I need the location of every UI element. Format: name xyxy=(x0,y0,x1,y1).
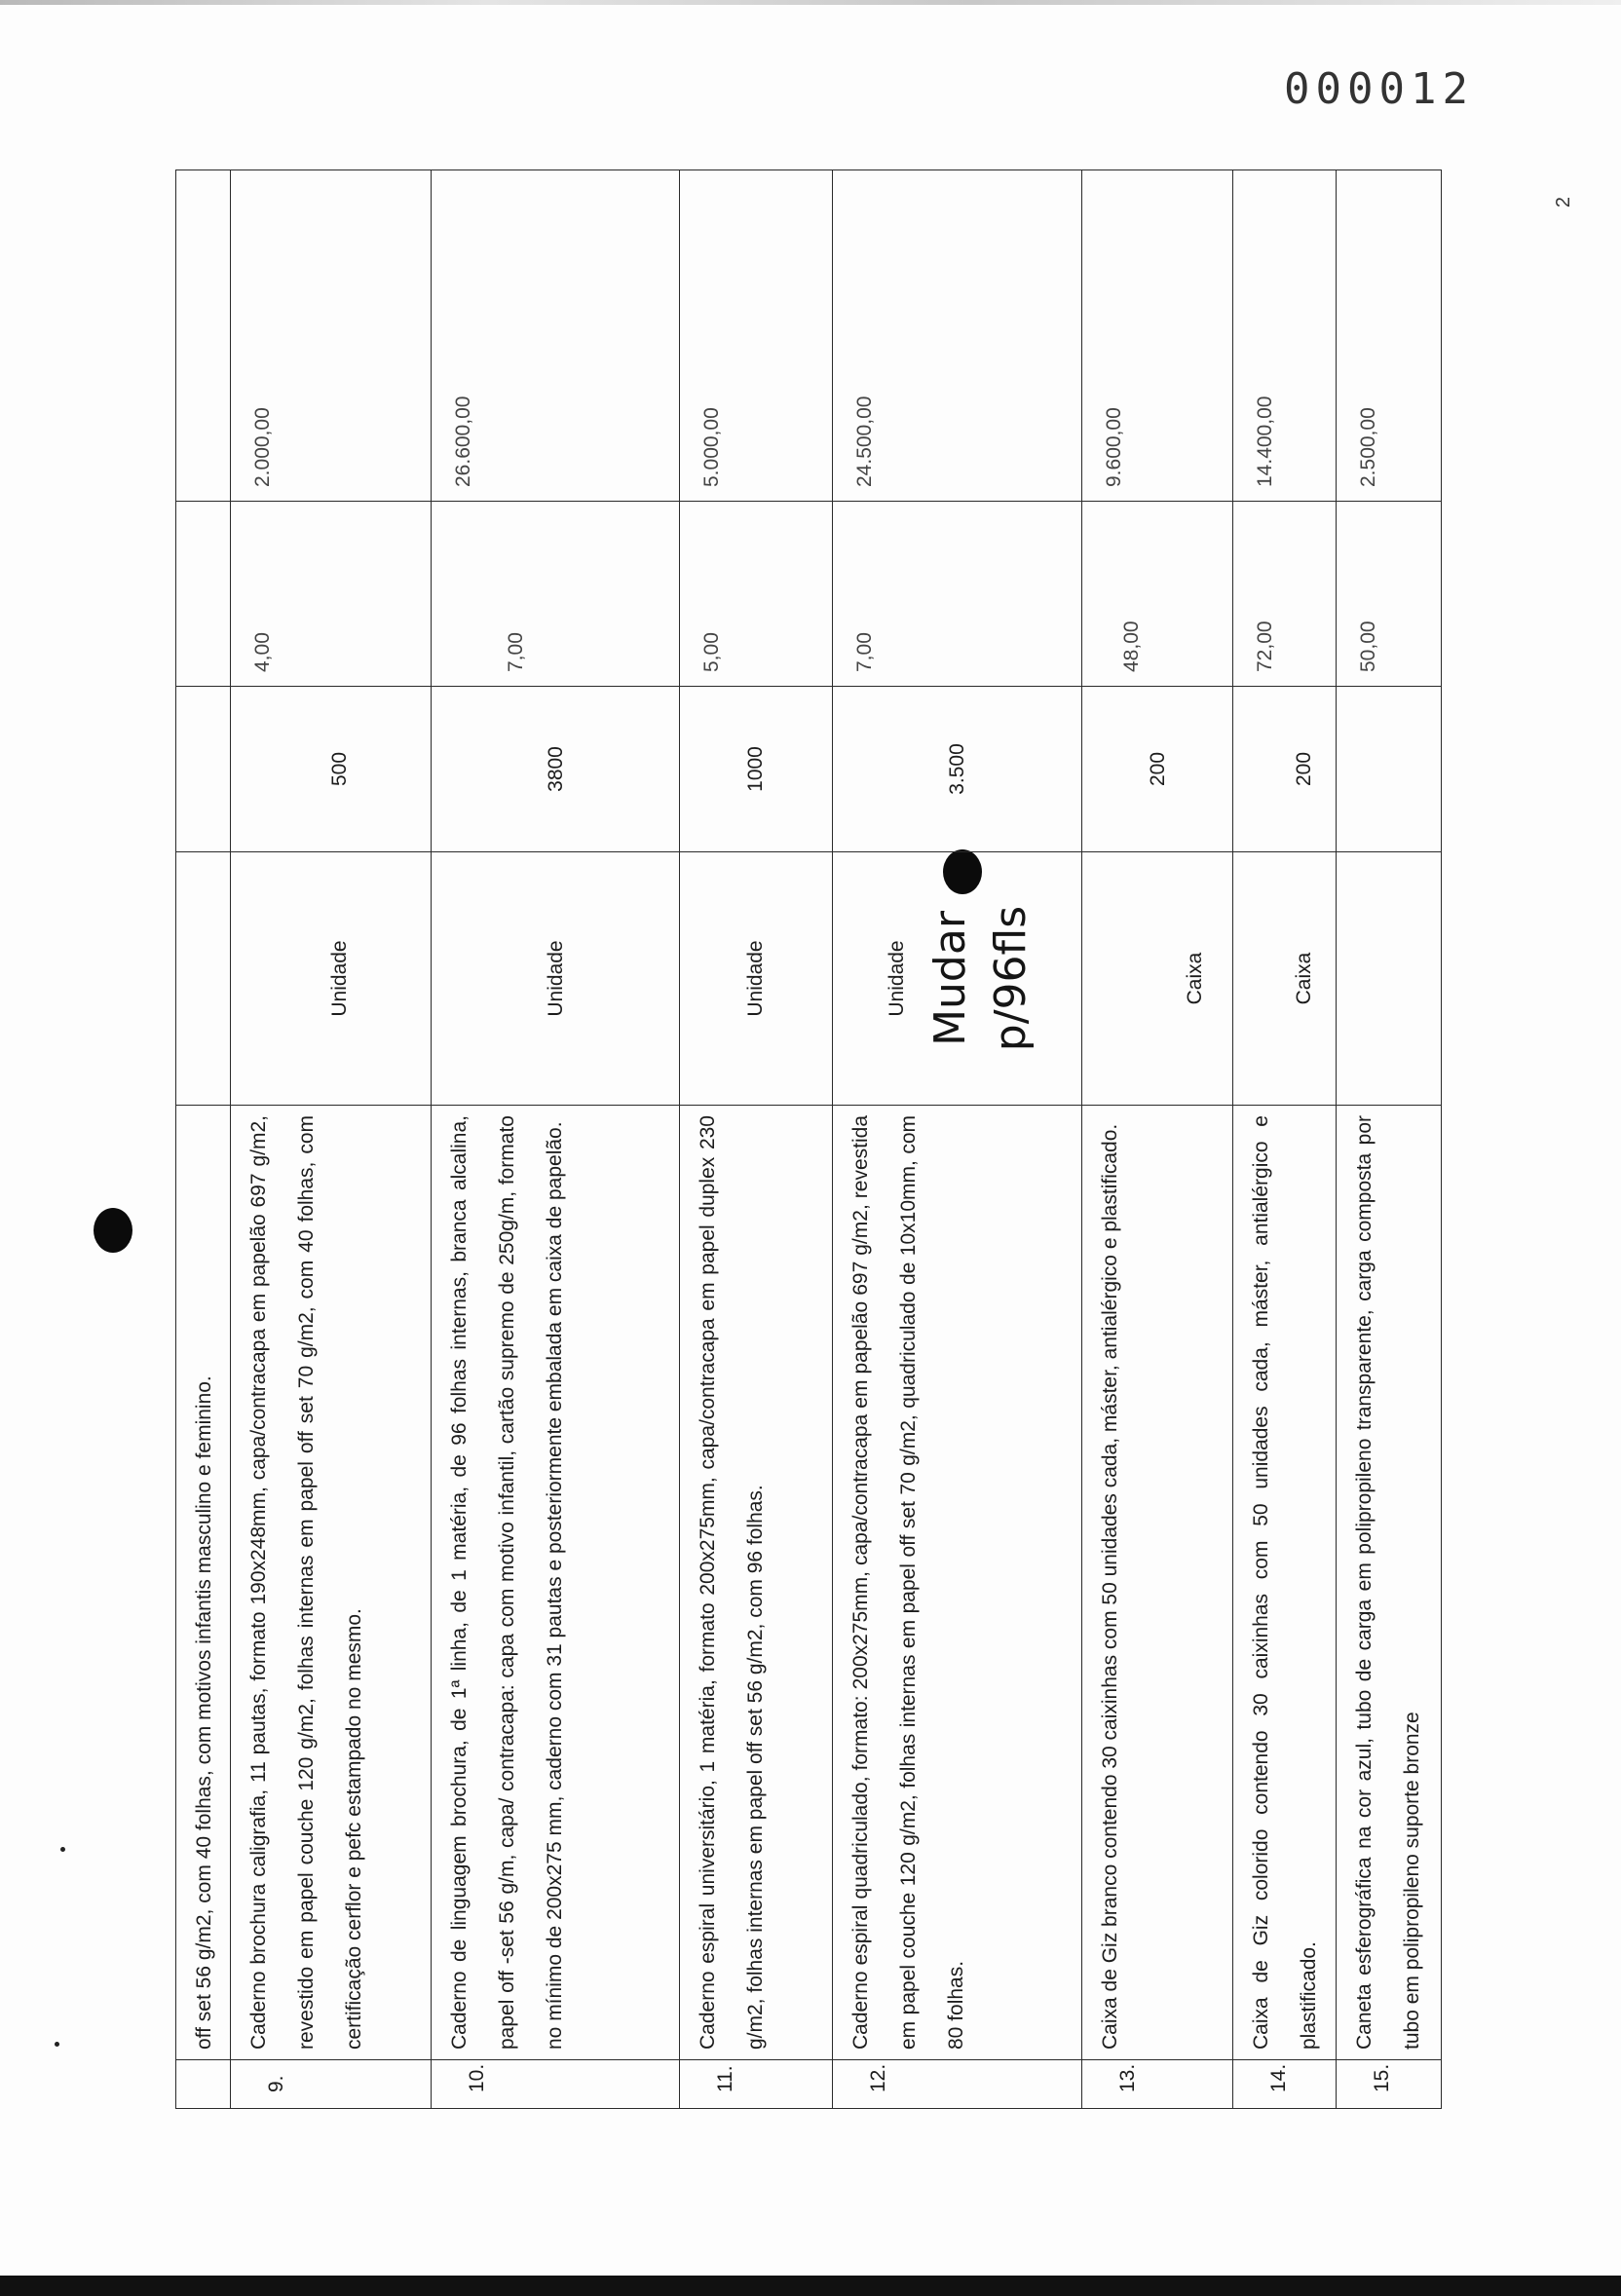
item-unit-price: 72,00 xyxy=(1233,502,1337,687)
item-unit: Caixa xyxy=(1233,852,1337,1106)
item-number: 9. xyxy=(230,2060,432,2109)
item-number: 13. xyxy=(1082,2060,1233,2109)
item-number: 12. xyxy=(832,2060,1081,2109)
item-unit: Unidade xyxy=(230,852,432,1106)
item-number: 10. xyxy=(432,2060,679,2109)
table-row xyxy=(1233,170,1337,2109)
table-row xyxy=(176,170,231,2109)
scan-speck xyxy=(55,2042,59,2047)
item-description: Caneta esferográfica na cor azul, tubo de carga em polipropileno transparente, carga composta por tubo em polipropileno suporte bronze xyxy=(1337,1106,1442,2060)
handwritten-note: Mudar xyxy=(924,911,975,1046)
item-total: 5.000,00 xyxy=(679,170,832,502)
item-description: Caixa de Giz branco contendo 30 caixinhas com 50 unidades cada, máster, antialérgico e plastificado. xyxy=(1082,1106,1233,2060)
item-total: 9.600,00 xyxy=(1082,170,1233,502)
item-quantity: 200 xyxy=(1233,687,1337,852)
table-row xyxy=(1082,170,1233,2109)
item-unit-price: 4,00 xyxy=(230,502,432,687)
item-quantity: 500 xyxy=(230,687,432,852)
item-quantity xyxy=(176,687,231,852)
scan-edge-bottom xyxy=(0,2276,1621,2296)
items-table-rotated xyxy=(175,170,1442,2109)
punch-hole xyxy=(94,1208,132,1253)
scan-speck xyxy=(60,1847,65,1852)
table-row xyxy=(832,170,1081,2109)
item-quantity: 3.500 xyxy=(832,687,1081,852)
item-total: 2.500,00 xyxy=(1337,170,1442,502)
item-quantity: 200 xyxy=(1082,687,1233,852)
item-unit xyxy=(1337,852,1442,1106)
table-row xyxy=(230,170,432,2109)
item-description: Caderno espiral universitário, 1 matéria, formato 200x275mm, capa/contracapa em papel duplex 230 g/m2, folhas internas em papel off set 56 g/m2, com 96 folhas. xyxy=(679,1106,832,2060)
item-unit xyxy=(176,852,231,1106)
item-description: Caderno espiral quadriculado, formato: 200x275mm, capa/contracapa em papelão 697 g/m2, revestida em papel couche 120 g/m2, folhas internas em papel off set 70 g/m2, quadriculado de 10x10mm, com 80 folhas. xyxy=(832,1106,1081,2060)
scan-edge-top xyxy=(0,0,1621,5)
item-unit-price: 5,00 xyxy=(679,502,832,687)
item-quantity: 1000 xyxy=(679,687,832,852)
item-total: 2.000,00 xyxy=(230,170,432,502)
item-total: 24.500,00 xyxy=(832,170,1081,502)
item-unit-cell xyxy=(832,852,1081,1106)
item-description: Caixa de Giz colorido contendo 30 caixinhas com 50 unidades cada, máster, antialérgico e plastificado. xyxy=(1233,1106,1337,2060)
item-unit-price xyxy=(176,502,231,687)
document-stamp-number: 000012 xyxy=(1284,64,1474,114)
table-row xyxy=(679,170,832,2109)
items-table xyxy=(175,169,1442,2109)
item-total xyxy=(176,170,231,502)
handwritten-note: p/96fls xyxy=(985,905,1036,1052)
item-unit-price: 48,00 xyxy=(1082,502,1233,687)
item-description: off set 56 g/m2, com 40 folhas, com motivos infantis masculino e feminino. xyxy=(176,1106,231,2060)
item-description: Caderno brochura caligrafia, 11 pautas, formato 190x248mm, capa/contracapa em papelão 697 g/m2, revestido em papel couche 120 g/m2, folhas internas em papel off set 70 g/m2, com 40 folhas, com certificação cerflor e pefc estampado no mesmo. xyxy=(230,1106,432,2060)
item-total: 26.600,00 xyxy=(432,170,679,502)
item-unit-price: 50,00 xyxy=(1337,502,1442,687)
item-quantity xyxy=(1337,687,1442,852)
item-number: 15. xyxy=(1337,2060,1442,2109)
item-unit: Unidade xyxy=(885,940,908,1017)
item-total: 14.400,00 xyxy=(1233,170,1337,502)
item-unit: Unidade xyxy=(432,852,679,1106)
item-description: Caderno de linguagem brochura, de 1ª linha, de 1 matéria, de 96 folhas internas, branca alcalina, papel off -set 56 g/m, capa/ contracapa: capa com motivo infantil, cartão supremo de 250g/m, formato no mínimo de 200x275 mm, caderno com 31 pautas e posteriormente embalada em caixa de papelão. xyxy=(432,1106,679,2060)
item-unit: Caixa xyxy=(1082,852,1233,1106)
table-row xyxy=(432,170,679,2109)
item-unit-price: 7,00 xyxy=(832,502,1081,687)
item-quantity: 3800 xyxy=(432,687,679,852)
item-number xyxy=(176,2060,231,2109)
table-row xyxy=(1337,170,1442,2109)
page-number: 2 xyxy=(1553,196,1575,208)
item-number: 11. xyxy=(679,2060,832,2109)
item-number: 14. xyxy=(1233,2060,1337,2109)
item-unit-price: 7,00 xyxy=(432,502,679,687)
item-unit: Unidade xyxy=(679,852,832,1106)
